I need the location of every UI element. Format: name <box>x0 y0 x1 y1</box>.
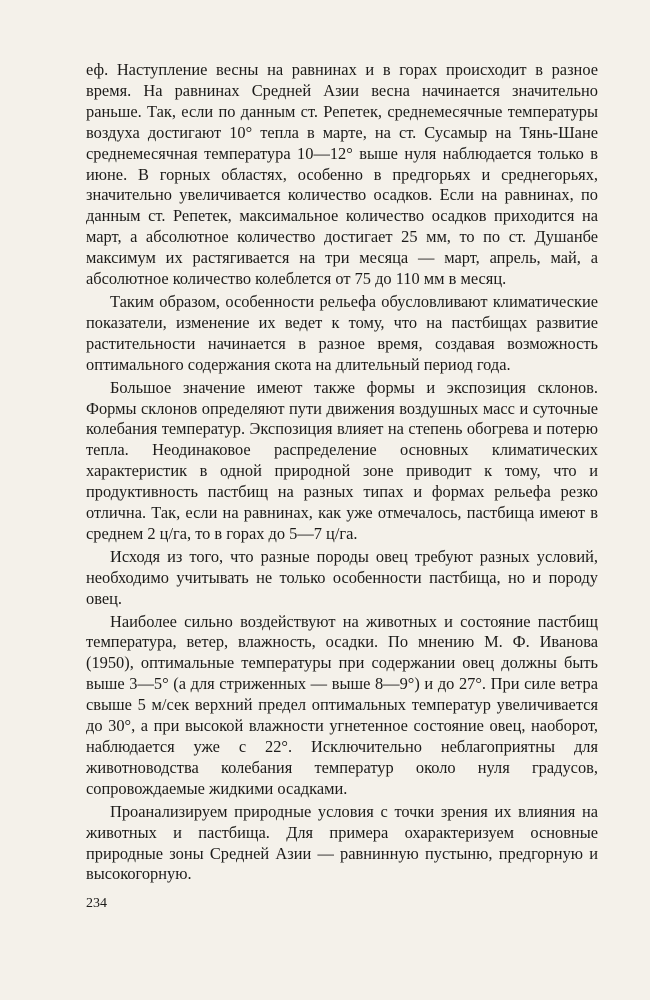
paragraph-1: еф. Наступление весны на равнинах и в горах происходит в разное время. На равнинах Средней Азии весна начинается значительно раньше. Так, если по данным ст. Репетек, среднемесячные температуры воздуха достигают 10° тепла в марте, на ст. Сусамыр на Тянь-Шане среднемесячная температура 10—12° выше нуля наблюдается только в июне. В горных областях, особенно в предгорьях и среднегорьях, значительно увеличивается количество осадков. Если на равнинах, по данным ст. Репетек, максимальное количество осадков приходится на март, а абсолютное количество достигает 25 мм, то по ст. Душанбе максимум их растягивается на три месяца — март, апрель, май, а абсолютное количество колеблется от 75 до 110 мм в месяц. <box>86 60 598 289</box>
paragraph-3: Большое значение имеют также формы и экспозиция склонов. Формы склонов определяют пути движения воздушных масс и суточные колебания температур. Экспозиция влияет на степень обогрева и потерю тепла. Неодинаковое распределение основных климатических характеристик в одной природной зоне приводит к тому, что и продуктивность пастбищ на разных типах и формах рельефа резко отлична. Так, если на равнинах, как уже отмечалось, пастбища имеют в среднем 2 ц/га, то в горах до 5—7 ц/га. <box>86 377 598 543</box>
page-number: 234 <box>86 896 107 911</box>
paragraph-5: Наиболее сильно воздействуют на животных и состояние пастбищ температура, ветер, влажность, осадки. По мнению М. Ф. Иванова (1950), оптимальные температуры при содержании овец должны быть выше 3—5° (а для стриженных — выше 8—9°) и до 27°. При силе ветра свыше 5 м/сек верхний предел оптимальных температур увеличивается до 30°, а при высокой влажности угнетенное состояние овец, наоборот, наблюдается уже с 22°. Исключительно неблагоприятны для животноводства колебания температур около нуля градусов, сопровождаемые жидкими осадками. <box>86 611 598 798</box>
paragraph-2: Таким образом, особенности рельефа обусловливают климатические показатели, изменение их ведет к тому, что на пастбищах развитие растительности начинается в разное время, создавая возможность оптимального содержания скота на длительный период года. <box>86 291 598 374</box>
main-text <box>86 60 598 885</box>
paragraph-4: Исходя из того, что разные породы овец требуют разных условий, необходимо учитывать не только особенности пастбища, но и породу овец. <box>86 546 598 608</box>
paragraph-6: Проанализируем природные условия с точки зрения их влияния на животных и пастбища. Для примера охарактеризуем основные природные зоны Средней Азии — равнинную пустыню, предгорную и высокогорную. <box>86 801 598 884</box>
